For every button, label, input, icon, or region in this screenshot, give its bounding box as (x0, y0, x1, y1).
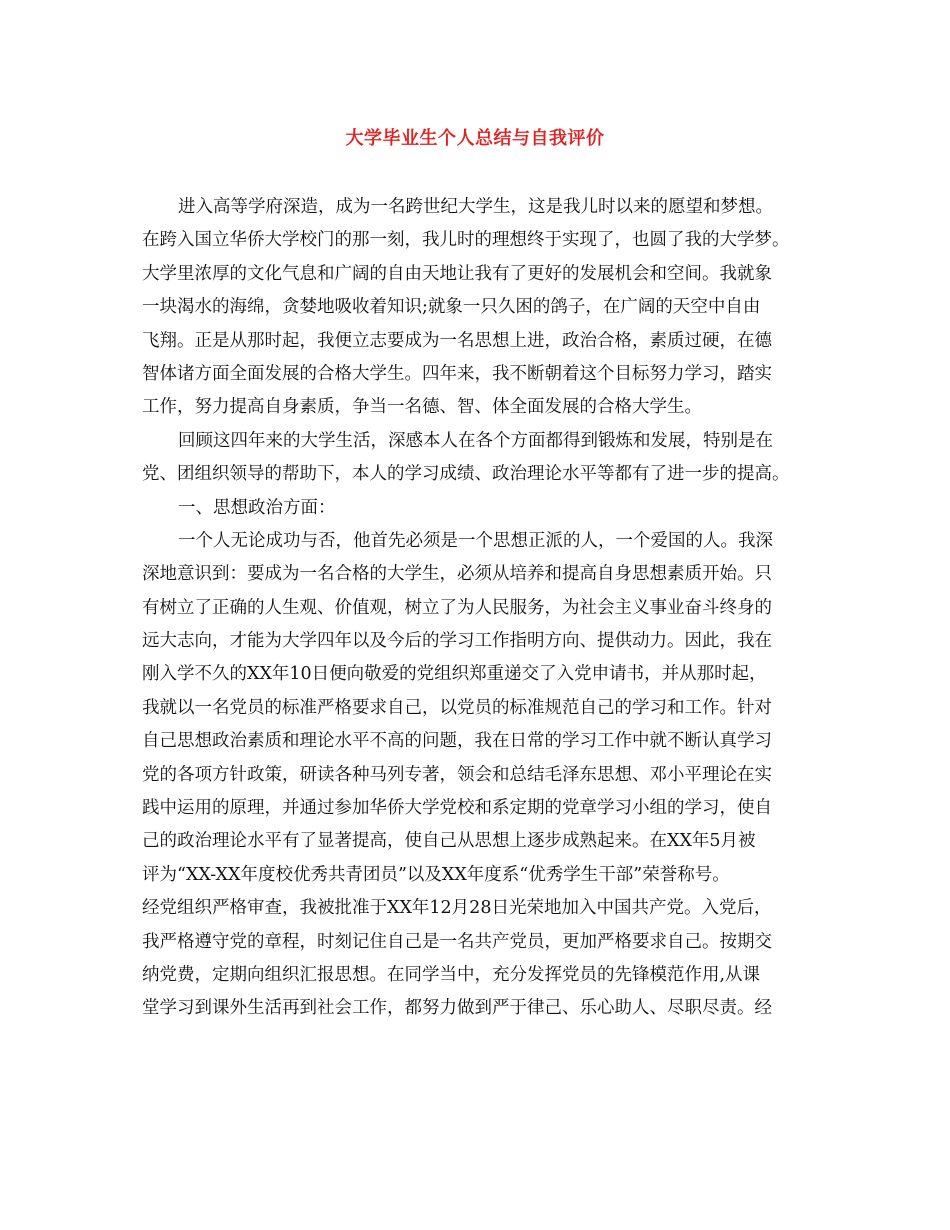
text-line: 刚入学不久的XX年10日便向敬爱的党组织郑重递交了入党申请书，并从那时起， (142, 664, 767, 685)
document-body (142, 191, 822, 1026)
text-line: 党的各项方针政策，研读各种马列专著，领会和总结毛泽东思想、邓小平理论在实 (142, 764, 772, 785)
text-line: 智体诸方面全面发展的合格大学生。四年来，我不断朝着这个目标努力学习，踏实 (142, 363, 772, 384)
text-line: 飞翔。正是从那时起，我便立志要成为一名思想上进，政治合格，素质过硬，在德 (142, 330, 772, 351)
text-line: 堂学习到课外生活再到社会工作，都努力做到严于律己、乐心助人、尽职尽责。经 (142, 998, 772, 1019)
text-line: 一、思想政治方面： (178, 497, 336, 518)
text-line: 自己思想政治素质和理论水平不高的问题，我在日常的学习工作中就不断认真学习 (142, 731, 772, 752)
text-line: 己的政治理论水平有了显著提高，使自己从思想上逐步成熟起来。在XX年5月被 (142, 831, 756, 852)
text-line: 评为“XX-XX年度校优秀共青团员”以及XX年度系“优秀学生干部”荣誉称号。 (142, 864, 730, 885)
text-line: 远大志向，才能为大学四年以及今后的学习工作指明方向、提供动力。因此，我在 (142, 631, 772, 652)
document-title: 大学毕业生个人总结与自我评价 (345, 128, 605, 149)
text-line: 一个人无论成功与否，他首先必须是一个思想正派的人，一个爱国的人。我深 (178, 530, 773, 551)
text-line: 经党组织严格审查，我被批准于XX年12月28日光荣地加入中国共产党。入党后， (142, 898, 772, 919)
text-line: 我严格遵守党的章程，时刻记住自己是一名共产党员，更加严格要求自己。按期交 (142, 931, 772, 952)
text-line: 大学里浓厚的文化气息和广阔的自由天地让我有了更好的发展机会和空间。我就象 (142, 263, 772, 284)
text-line: 在跨入国立华侨大学校门的那一刻，我儿时的理想终于实现了，也圆了我的大学梦。 (142, 230, 790, 251)
text-line: 我就以一名党员的标准严格要求自己，以党员的标准规范自己的学习和工作。针对 (142, 697, 772, 718)
text-line: 一块渴水的海绵，贪婪地吸收着知识;就象一只久困的鸽子，在广阔的天空中自由 (142, 297, 761, 318)
text-line: 进入高等学府深造，成为一名跨世纪大学生，这是我儿时以来的愿望和梦想。 (178, 197, 773, 217)
text-line: 纳党费，定期向组织汇报思想。在同学当中，充分发挥党员的先锋模范作用,从课 (142, 964, 761, 985)
text-line: 有树立了正确的人生观、价值观，树立了为人民服务，为社会主义事业奋斗终身的 (142, 597, 772, 618)
text-line: 回顾这四年来的大学生活，深感本人在各个方面都得到锻炼和发展，特别是在 (178, 430, 773, 451)
text-line: 深地意识到：要成为一名合格的大学生，必须从培养和提高自身思想素质开始。只 (142, 564, 772, 585)
text-line: 践中运用的原理，并通过参加华侨大学党校和系定期的党章学习小组的学习，使自 (142, 798, 772, 819)
text-line: 党、团组织领导的帮助下，本人的学习成绩、政治理论水平等都有了进一步的提高。 (142, 464, 790, 485)
text-line: 工作，努力提高自身素质，争当一名德、智、体全面发展的合格大学生。 (142, 397, 702, 418)
